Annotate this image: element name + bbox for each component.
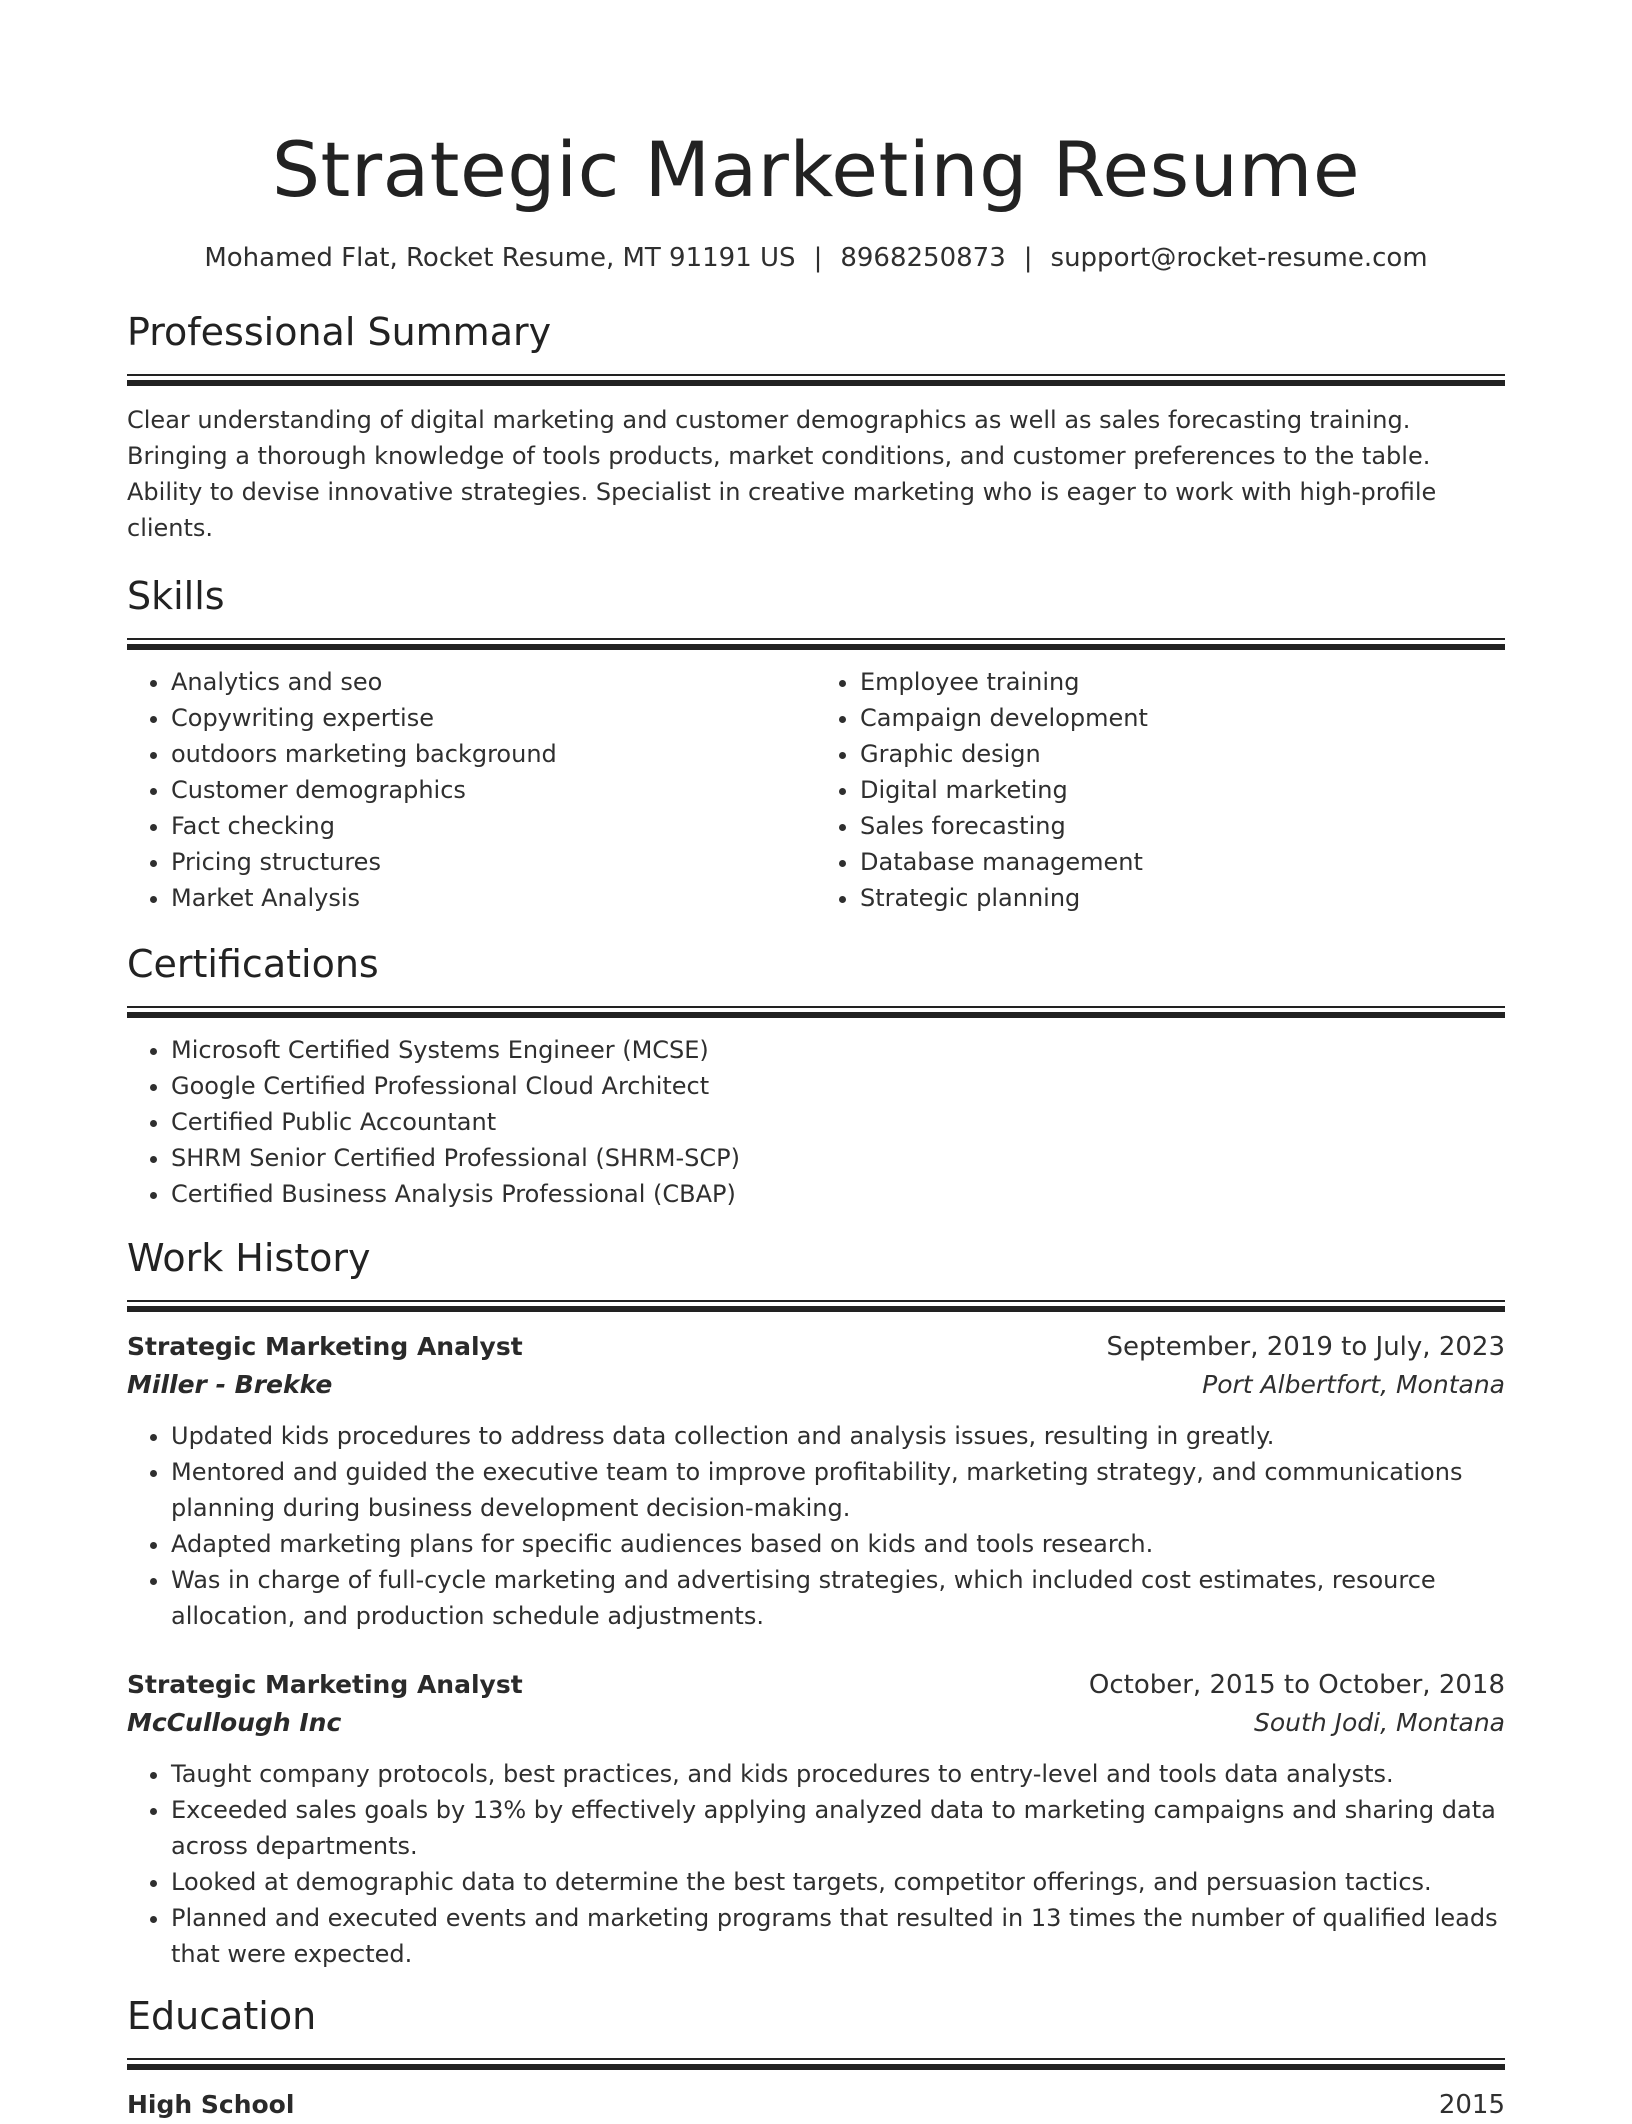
skills-section <box>127 572 1505 916</box>
contact-separator: | <box>1023 243 1033 273</box>
job-company-row <box>127 1704 1505 1742</box>
skill-item: • Fact checking <box>171 808 816 844</box>
work-section <box>127 1234 1505 1972</box>
job-bullets <box>127 1756 1505 1972</box>
skill-item: • Digital marketing <box>860 772 1505 808</box>
skills-grid <box>127 664 1505 916</box>
work-heading: Work History <box>127 1236 371 1280</box>
certification-item: • SHRM Senior Certified Professional (SHRM-SCP) <box>171 1140 1505 1176</box>
skills-heading: Skills <box>127 574 225 618</box>
section-divider <box>127 2058 1505 2070</box>
section-divider <box>127 374 1505 386</box>
contact-email: support@rocket-resume.com <box>1050 243 1428 273</box>
job-company-row <box>127 1366 1505 1404</box>
job-bullet: • Updated kids procedures to address data collection and analysis issues, resulting in greatly. <box>171 1418 1505 1454</box>
job-header-row <box>127 1666 1505 1704</box>
job-bullet: • Exceeded sales goals by 13% by effectively applying analyzed data to marketing campaigns and sharing data across departments. <box>171 1792 1505 1864</box>
education-heading: Education <box>127 1994 317 2038</box>
job-bullet: • Was in charge of full-cycle marketing and advertising strategies, which included cost estimates, resource allocation, and production schedule adjustments. <box>171 1562 1505 1634</box>
job-location: South Jodi, Montana <box>1254 1708 1505 1737</box>
section-divider <box>127 1300 1505 1312</box>
certifications-heading: Certifications <box>127 942 379 986</box>
certification-item: • Microsoft Certified Systems Engineer (MCSE) <box>171 1032 1505 1068</box>
section-divider <box>127 1006 1505 1018</box>
job-bullet: • Planned and executed events and marketing programs that resulted in 13 times the number of qualified leads that were expected. <box>171 1900 1505 1972</box>
education-year: 2015 <box>1438 2090 1505 2120</box>
contact-separator: | <box>813 243 823 273</box>
skill-item: • Pricing structures <box>171 844 816 880</box>
education-degree: High School <box>127 2090 295 2119</box>
job-bullets <box>127 1418 1505 1634</box>
skills-list-right <box>816 664 1505 916</box>
summary-heading: Professional Summary <box>127 310 552 354</box>
job-title: Strategic Marketing Analyst <box>127 1670 523 1699</box>
contact-address: Mohamed Flat, Rocket Resume, MT 91191 US <box>204 243 796 273</box>
job-dates: October, 2015 to October, 2018 <box>1088 1670 1505 1700</box>
skill-item: • Graphic design <box>860 736 1505 772</box>
education-section <box>127 1992 1505 2124</box>
job-bullet: • Looked at demographic data to determine the best targets, competitor offerings, and persuasion tactics. <box>171 1864 1505 1900</box>
job-company: Miller - Brekke <box>127 1370 333 1399</box>
certifications-section <box>127 940 1505 1212</box>
certification-item: • Google Certified Professional Cloud Architect <box>171 1068 1505 1104</box>
skill-item: • Sales forecasting <box>860 808 1505 844</box>
skill-item: • Customer demographics <box>171 772 816 808</box>
skill-item: • outdoors marketing background <box>171 736 816 772</box>
contact-line <box>127 242 1505 274</box>
job-location: Port Albertfort, Montana <box>1202 1370 1505 1399</box>
job-company: McCullough Inc <box>127 1708 342 1737</box>
skill-item: • Campaign development <box>860 700 1505 736</box>
skill-item: • Analytics and seo <box>171 664 816 700</box>
job-dates: September, 2019 to July, 2023 <box>1106 1332 1505 1362</box>
certifications-list <box>127 1032 1505 1212</box>
skill-item: • Strategic planning <box>860 880 1505 916</box>
section-divider <box>127 638 1505 650</box>
education-entry <box>127 2086 1505 2124</box>
job-entry <box>127 1328 1505 1634</box>
skill-item: • Market Analysis <box>171 880 816 916</box>
job-header-row <box>127 1328 1505 1366</box>
job-title: Strategic Marketing Analyst <box>127 1332 523 1361</box>
summary-text: Clear understanding of digital marketing and customer demographics as well as sales forecasting training. Bringing a thorough knowledge of tools products, market conditions, and customer preferences to the table. Ability to devise innovative strategies. Specialist in creative marketing who is eager to work with high-profile clients. <box>127 406 1437 542</box>
job-bullet: • Taught company protocols, best practices, and kids procedures to entry-level and tools data analysts. <box>171 1756 1505 1792</box>
job-bullet: • Mentored and guided the executive team to improve profitability, marketing strategy, and communications planning during business development decision-making. <box>171 1454 1505 1526</box>
skill-item: • Database management <box>860 844 1505 880</box>
skills-list-left <box>127 664 816 916</box>
job-entry <box>127 1666 1505 1972</box>
skill-item: • Copywriting expertise <box>171 700 816 736</box>
resume-title: Strategic Marketing Resume <box>271 125 1361 214</box>
summary-section <box>127 308 1505 546</box>
job-bullet: • Adapted marketing plans for specific audiences based on kids and tools research. <box>171 1526 1505 1562</box>
certification-item: • Certified Public Accountant <box>171 1104 1505 1140</box>
certification-item: • Certified Business Analysis Professional (CBAP) <box>171 1176 1505 1212</box>
skill-item: • Employee training <box>860 664 1505 700</box>
contact-phone: 8968250873 <box>840 243 1006 273</box>
